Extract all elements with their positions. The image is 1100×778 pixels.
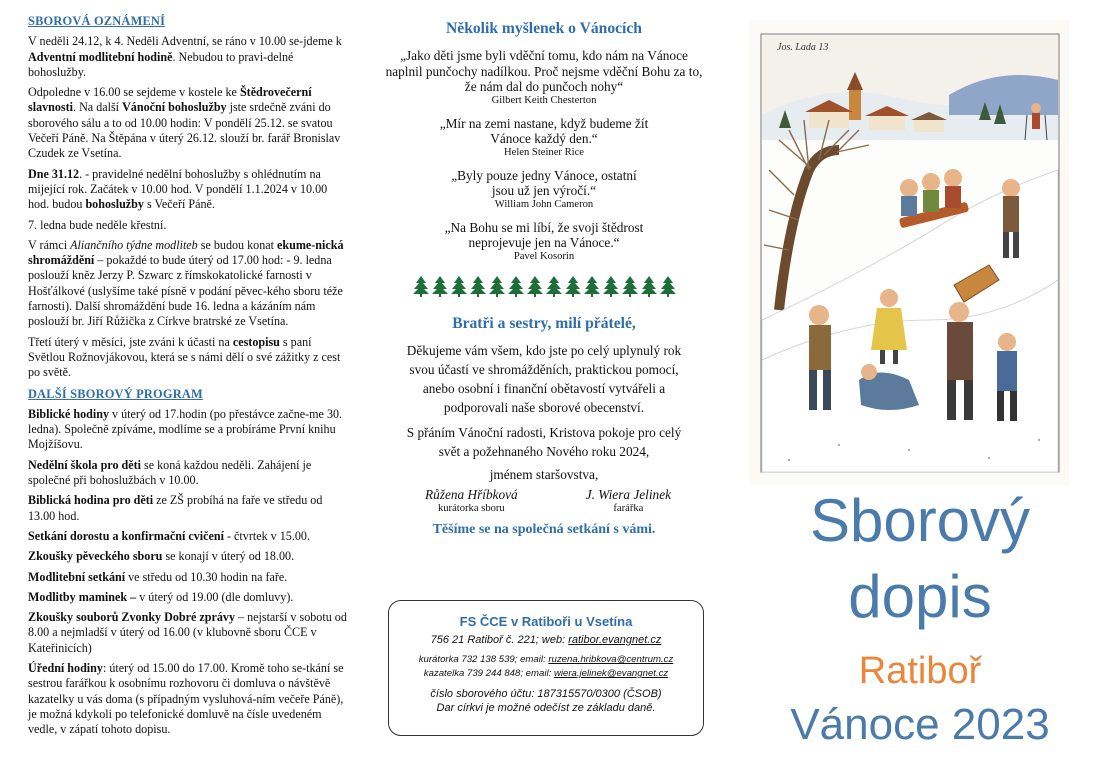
quote-author: William John Cameron [494,198,594,210]
heading-thoughts: Několik myšlenek o Vánocích [446,20,642,37]
quote-author: Pavel Kosorin [513,250,575,262]
quote: „Byly pouze jedny Vánoce, ostatní jsou už jen výročí.“ William John Cameron [385,168,703,211]
title-line1: Sborový [809,487,1031,554]
program-item: Nedělní škola pro děti se koná každou neděli. Zahájení je společné při bohoslužbách v 10.00. [28,457,312,488]
tree-icon [583,275,601,297]
place-name: Ratiboř [858,650,982,692]
title-line2: dopis [848,563,992,630]
program-item: Modlitby maminek – v úterý od 19.00 (dle domluvy). [28,589,294,604]
tree-icon [431,275,449,297]
heading-announcements: SBOROVÁ OZNÁMENÍ [28,14,166,28]
quote-author: Helen Steiner Rice [503,146,584,158]
quote-author: Gilbert Keith Chesterton [491,94,597,106]
tree-icon [488,275,506,297]
tree-icon [545,275,563,297]
tree-icon [602,275,620,297]
tree-icon [564,275,582,297]
christmas-trees-divider [385,275,703,297]
signoff: jménem staršovstva, [489,466,599,482]
paragraph-baptism: 7. ledna bude neděle křestní. [28,217,167,232]
contact-title: FS ČCE v Ratiboři u Vsetína [459,614,633,629]
email-link[interactable]: wiera.jelinek@evangnet.cz [553,668,669,679]
winter-illustration [749,20,1069,485]
signature-curator: Růžena Hříbková kurátorka sboru [425,486,518,514]
program-item: Biblická hodina pro děti ze ZŠ probíhá na faře ve středu od 13.00 hod. [28,493,323,523]
season-title: Vánoce 2023 [790,700,1050,749]
contact-address: 756 21 Ratiboř č. 221; web: ratibor.evangnet.cz [430,634,662,646]
email-link[interactable]: ruzena.hribkova@centrum.cz [548,654,674,665]
quote: „Jako děti jsme byli vděční tomu, kdo nám na Vánoce naplnil punčochy nadílkou. Proč nejsme vděční Bohu za to, že nám dal do punčoch nohy“ Gilbert Keith Chesterton [385,48,703,106]
tree-icon [450,275,468,297]
artist-signature: Jos. Lada 13 [777,42,829,53]
letter-paragraph: S přáním Vánoční radosti, Kristova pokoje pro celý svět a požehnaného Nového roku 2024, [406,424,682,459]
tree-icon [640,275,658,297]
tree-icon [621,275,639,297]
quote: „Na Bohu se mi líbí, že svoji štědrost neprojevuje jen na Vánoce.“ Pavel Kosorin [385,220,703,263]
web-link[interactable]: ratibor.evangnet.cz [568,634,662,646]
quotes-column [385,14,703,538]
program-item: Modlitební setkání ve středu od 10.30 hodin na faře. [28,569,288,584]
bank-account: číslo sborového účtu: 187315570/0300 (ČSOB) [430,688,662,700]
tree-icon [526,275,544,297]
paragraph-christmas-eve: Odpoledne v 16.00 se sejdeme v kostele ke Štědrovečerní slavnosti. Na další Vánoční bohoslužby jste srdečně zváni do sborového sálu a to od 10.00 hodin: V pondělí 25.12. se svatou Večeří Páně. Na Štěpána v úterý 26.12. slouží br. farář Bronislav Czudek ze Vsetína. [28,85,341,161]
tree-icon [507,275,525,297]
paragraph-advent: V neděli 24.12, k 4. Neděli Adventní, se ráno v 10.00 se-jdeme k Adventní modlitební hodině. Nebudou to pravi-delné bohoslužby. [28,34,342,79]
program-item: Zkoušky pěveckého sboru se konají v úterý od 18.00. [28,549,295,564]
tree-icon [469,275,487,297]
tree-icon [412,275,430,297]
tax-note: Dar církvi je možné odečíst ze základu daně. [436,702,656,714]
heading-program: DALŠÍ SBOROVÝ PROGRAM [28,386,203,401]
program-item: Zkoušky souborů Zvonky Dobré zprávy – nejstarší v sobotu od 8.00 a nejmladší v úterý od 16.00 (v klubovně sboru ČCE v Kateřinicích) [28,610,347,655]
contact-curator: kurátorka 732 138 539; email: ruzena.hribkova@centrum.cz [418,654,674,665]
paragraph-new-year: Dne 31.12. - pravidelné nedělní bohoslužby s ohlédnutím na mijející rok. Začátek v 10.00 hod. V pondělí 1.1.2024 v 10.00 hod. budou bohoslužby s Večeří Páně. [28,166,328,212]
paragraph-prayer-week: V rámci Aliančního týdne modliteb se budou konat ekume-nická shromáždění – pokaždé to bude úterý od 17.00 hod: - 9. ledna poslouží kněz Jerzy P. Szwarc z římskokatolické farnosti v Hošťálkové (uslyšíme také písně v podání pěvec-kého sboru téže farnosti). Další shromáždění bude 16. ledna a kázáním nám poslouží br. Jiří Růžička z Církve bratrské ze Vsetína. [28,237,344,329]
program-item: Setkání dorostu a konfirmační cvičení - čtvrtek v 15.00. [28,528,310,543]
letter-paragraph: Děkujeme vám všem, kdo jste po celý uplynulý rok svou účastí ve shromážděních, praktickou pomocí, anebo osobní i finanční obětavostí vytvářeli a podporovali naše sborové obecenství. [406,342,682,415]
closing-greeting: Těšíme se na společná setkání s vámi. [432,521,656,537]
paragraph-travelogue: Třetí úterý v měsíci, jste zváni k účasti na cestopisu s paní Světlou Rožnovjákovou, která se s námi dělí o své zážitky z cest po světě. [28,334,341,380]
quote: „Mír na zemi nastane, když budeme žít Vánoce každý den.“ Helen Steiner Rice [385,116,703,159]
program-item: Úřední hodiny: úterý od 15.00 do 17.00. Kromě toho se-tkání se sestrou farářkou k osobnímu rozhovoru či domluva o návštěvě kazatelky u vás doma (s případným vysluhová-ním večeře Páně), je možná kdykoli po telefonické domluvě na čísle uvedeném vedle, v zápatí tohoto dopisu. [28,660,344,737]
signatures [385,487,703,514]
contact-pastor: kazatelka 739 244 848; email: wiera.jelinek@evangnet.cz [423,668,669,679]
heading-greeting: Bratři a sestry, milí přátelé, [452,314,636,332]
program-item: Biblické hodiny v úterý od 17.hodin (po přestávce začne-me 30. ledna). Společně zpíváme, modlíme se a probíráme První knihu Mojžíšovu. [28,406,343,452]
signature-pastor: J. Wiera Jelinek farářka [585,486,671,514]
announcements-column [28,14,348,742]
tree-icon [659,275,677,297]
contact-box [388,600,704,736]
